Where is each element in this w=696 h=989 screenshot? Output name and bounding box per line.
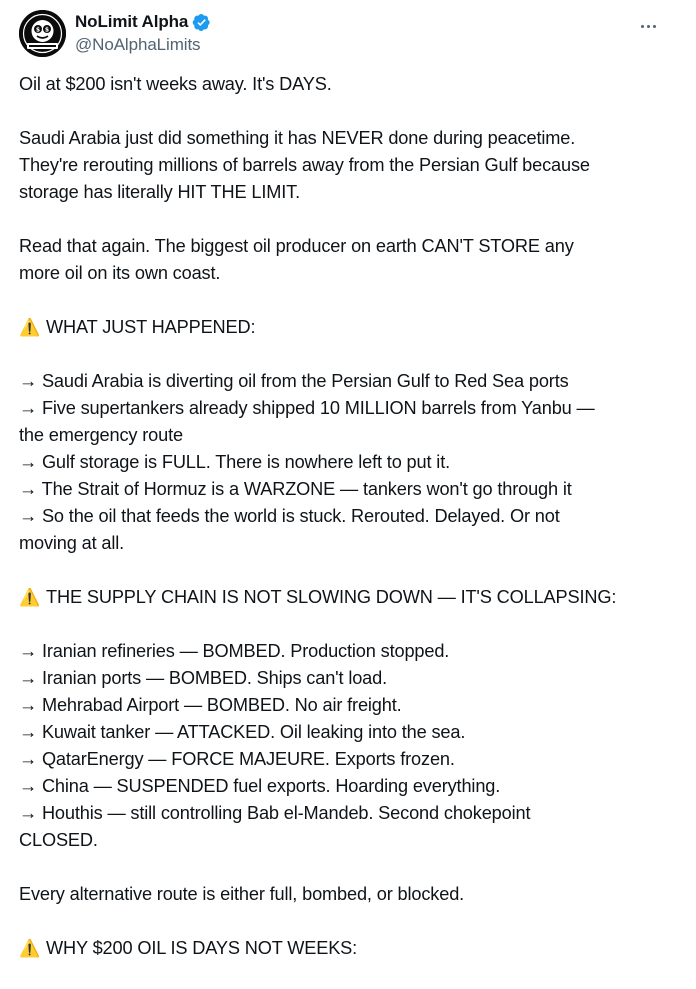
list-item: CLOSED. xyxy=(19,830,98,850)
list-item: → Mehrabad Airport — BOMBED. No air freight. xyxy=(19,695,402,715)
list-1 xyxy=(19,368,679,557)
list-item: → Houthis — still controlling Bab el-Mandeb. Second chokepoint xyxy=(19,803,531,823)
list-item: → Gulf storage is FULL. There is nowhere left to put it. xyxy=(19,452,450,472)
section-heading-2: ⚠️ THE SUPPLY CHAIN IS NOT SLOWING DOWN — IT'S COLLAPSING: xyxy=(19,587,617,607)
svg-text:$: $ xyxy=(44,26,50,34)
handle[interactable]: @NoAlphaLimits xyxy=(75,35,201,54)
paragraph-3: Read that again. The biggest oil producer on earth CAN'T STORE any more oil on its own coast. xyxy=(19,236,574,283)
paragraph-4: Every alternative route is either full, bombed, or blocked. xyxy=(19,884,465,904)
list-item: → QatarEnergy — FORCE MAJEURE. Exports frozen. xyxy=(19,749,455,769)
list-item: → China — SUSPENDED fuel exports. Hoarding everything. xyxy=(19,776,501,796)
list-item: → Iranian ports — BOMBED. Ships can't load. xyxy=(19,668,388,688)
avatar[interactable] xyxy=(19,10,66,57)
paragraph-1: Oil at $200 isn't weeks away. It's DAYS. xyxy=(19,74,332,94)
more-dots-icon[interactable] xyxy=(633,16,663,36)
list-item: moving at all. xyxy=(19,533,125,553)
list-item: → So the oil that feeds the world is stuck. Rerouted. Delayed. Or not xyxy=(19,506,560,526)
tweet-text xyxy=(19,71,679,989)
list-item: → Five supertankers already shipped 10 MILLION barrels from Yanbu — xyxy=(19,398,595,418)
svg-text:$: $ xyxy=(35,26,41,34)
list-item: the emergency route xyxy=(19,425,183,445)
list-2 xyxy=(19,638,679,854)
warning-icon: ⚠️ xyxy=(19,588,41,607)
list-item: → Saudi Arabia is diverting oil from the Persian Gulf to Red Sea ports xyxy=(19,371,569,391)
warning-icon: ⚠️ xyxy=(19,939,41,958)
list-item: → Iranian refineries — BOMBED. Production stopped. xyxy=(19,641,450,661)
section-heading-1: ⚠️ WHAT JUST HAPPENED: xyxy=(19,317,256,337)
list-item: → The Strait of Hormuz is a WARZONE — tankers won't go through it xyxy=(19,479,572,499)
warning-icon: ⚠️ xyxy=(19,318,41,337)
list-item: → Kuwait tanker — ATTACKED. Oil leaking into the sea. xyxy=(19,722,466,742)
author-names xyxy=(75,11,211,55)
paragraph-2: Saudi Arabia just did something it has NEVER done during peacetime. They're rerouting millions of barrels away from the Persian Gulf because storage has literally HIT THE LIMIT. xyxy=(19,128,590,202)
tweet-header xyxy=(19,10,679,58)
verified-badge-icon[interactable] xyxy=(192,13,211,32)
display-name[interactable]: NoLimit Alpha xyxy=(75,12,189,31)
avatar-logo-icon xyxy=(19,10,66,57)
section-heading-3: ⚠️ WHY $200 OIL IS DAYS NOT WEEKS: xyxy=(19,938,358,958)
